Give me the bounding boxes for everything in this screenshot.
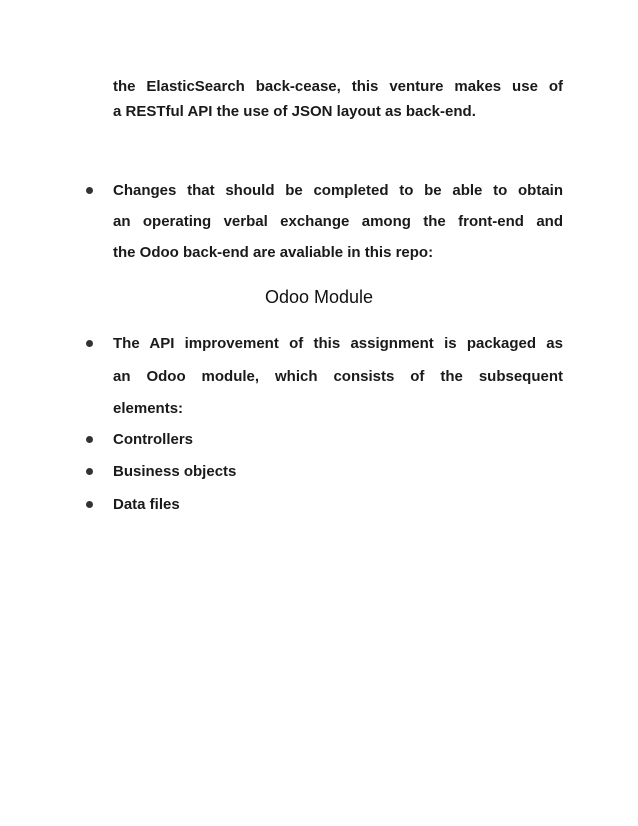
- bullet-icon: [83, 335, 95, 353]
- bullet-icon: [83, 463, 95, 481]
- intro-line-2: a RESTful API the use of JSON layout as back-end.: [113, 103, 476, 120]
- changes-line-1: Changes that should be completed to be able to obtain: [113, 182, 563, 199]
- list-item-business-objects: Business objects: [113, 463, 237, 480]
- list-item-data-files: Data files: [113, 496, 180, 513]
- bullet-icon: [83, 496, 95, 514]
- bullet-icon: [83, 431, 95, 449]
- changes-line-2: an operating verbal exchange among the front-end and: [113, 213, 563, 230]
- section-heading: Odoo Module: [264, 287, 374, 307]
- bullet-icon: [83, 182, 95, 200]
- changes-line-3: the Odoo back-end are avaliable in this repo:: [113, 244, 434, 261]
- api-line-2: an Odoo module, which consists of the subsequent: [113, 368, 563, 385]
- api-line-1: The API improvement of this assignment is packaged as: [113, 335, 563, 352]
- intro-line-1: the ElasticSearch back-cease, this venture makes use of: [113, 78, 563, 95]
- list-item-controllers: Controllers: [113, 431, 194, 448]
- api-line-3: elements:: [113, 400, 184, 417]
